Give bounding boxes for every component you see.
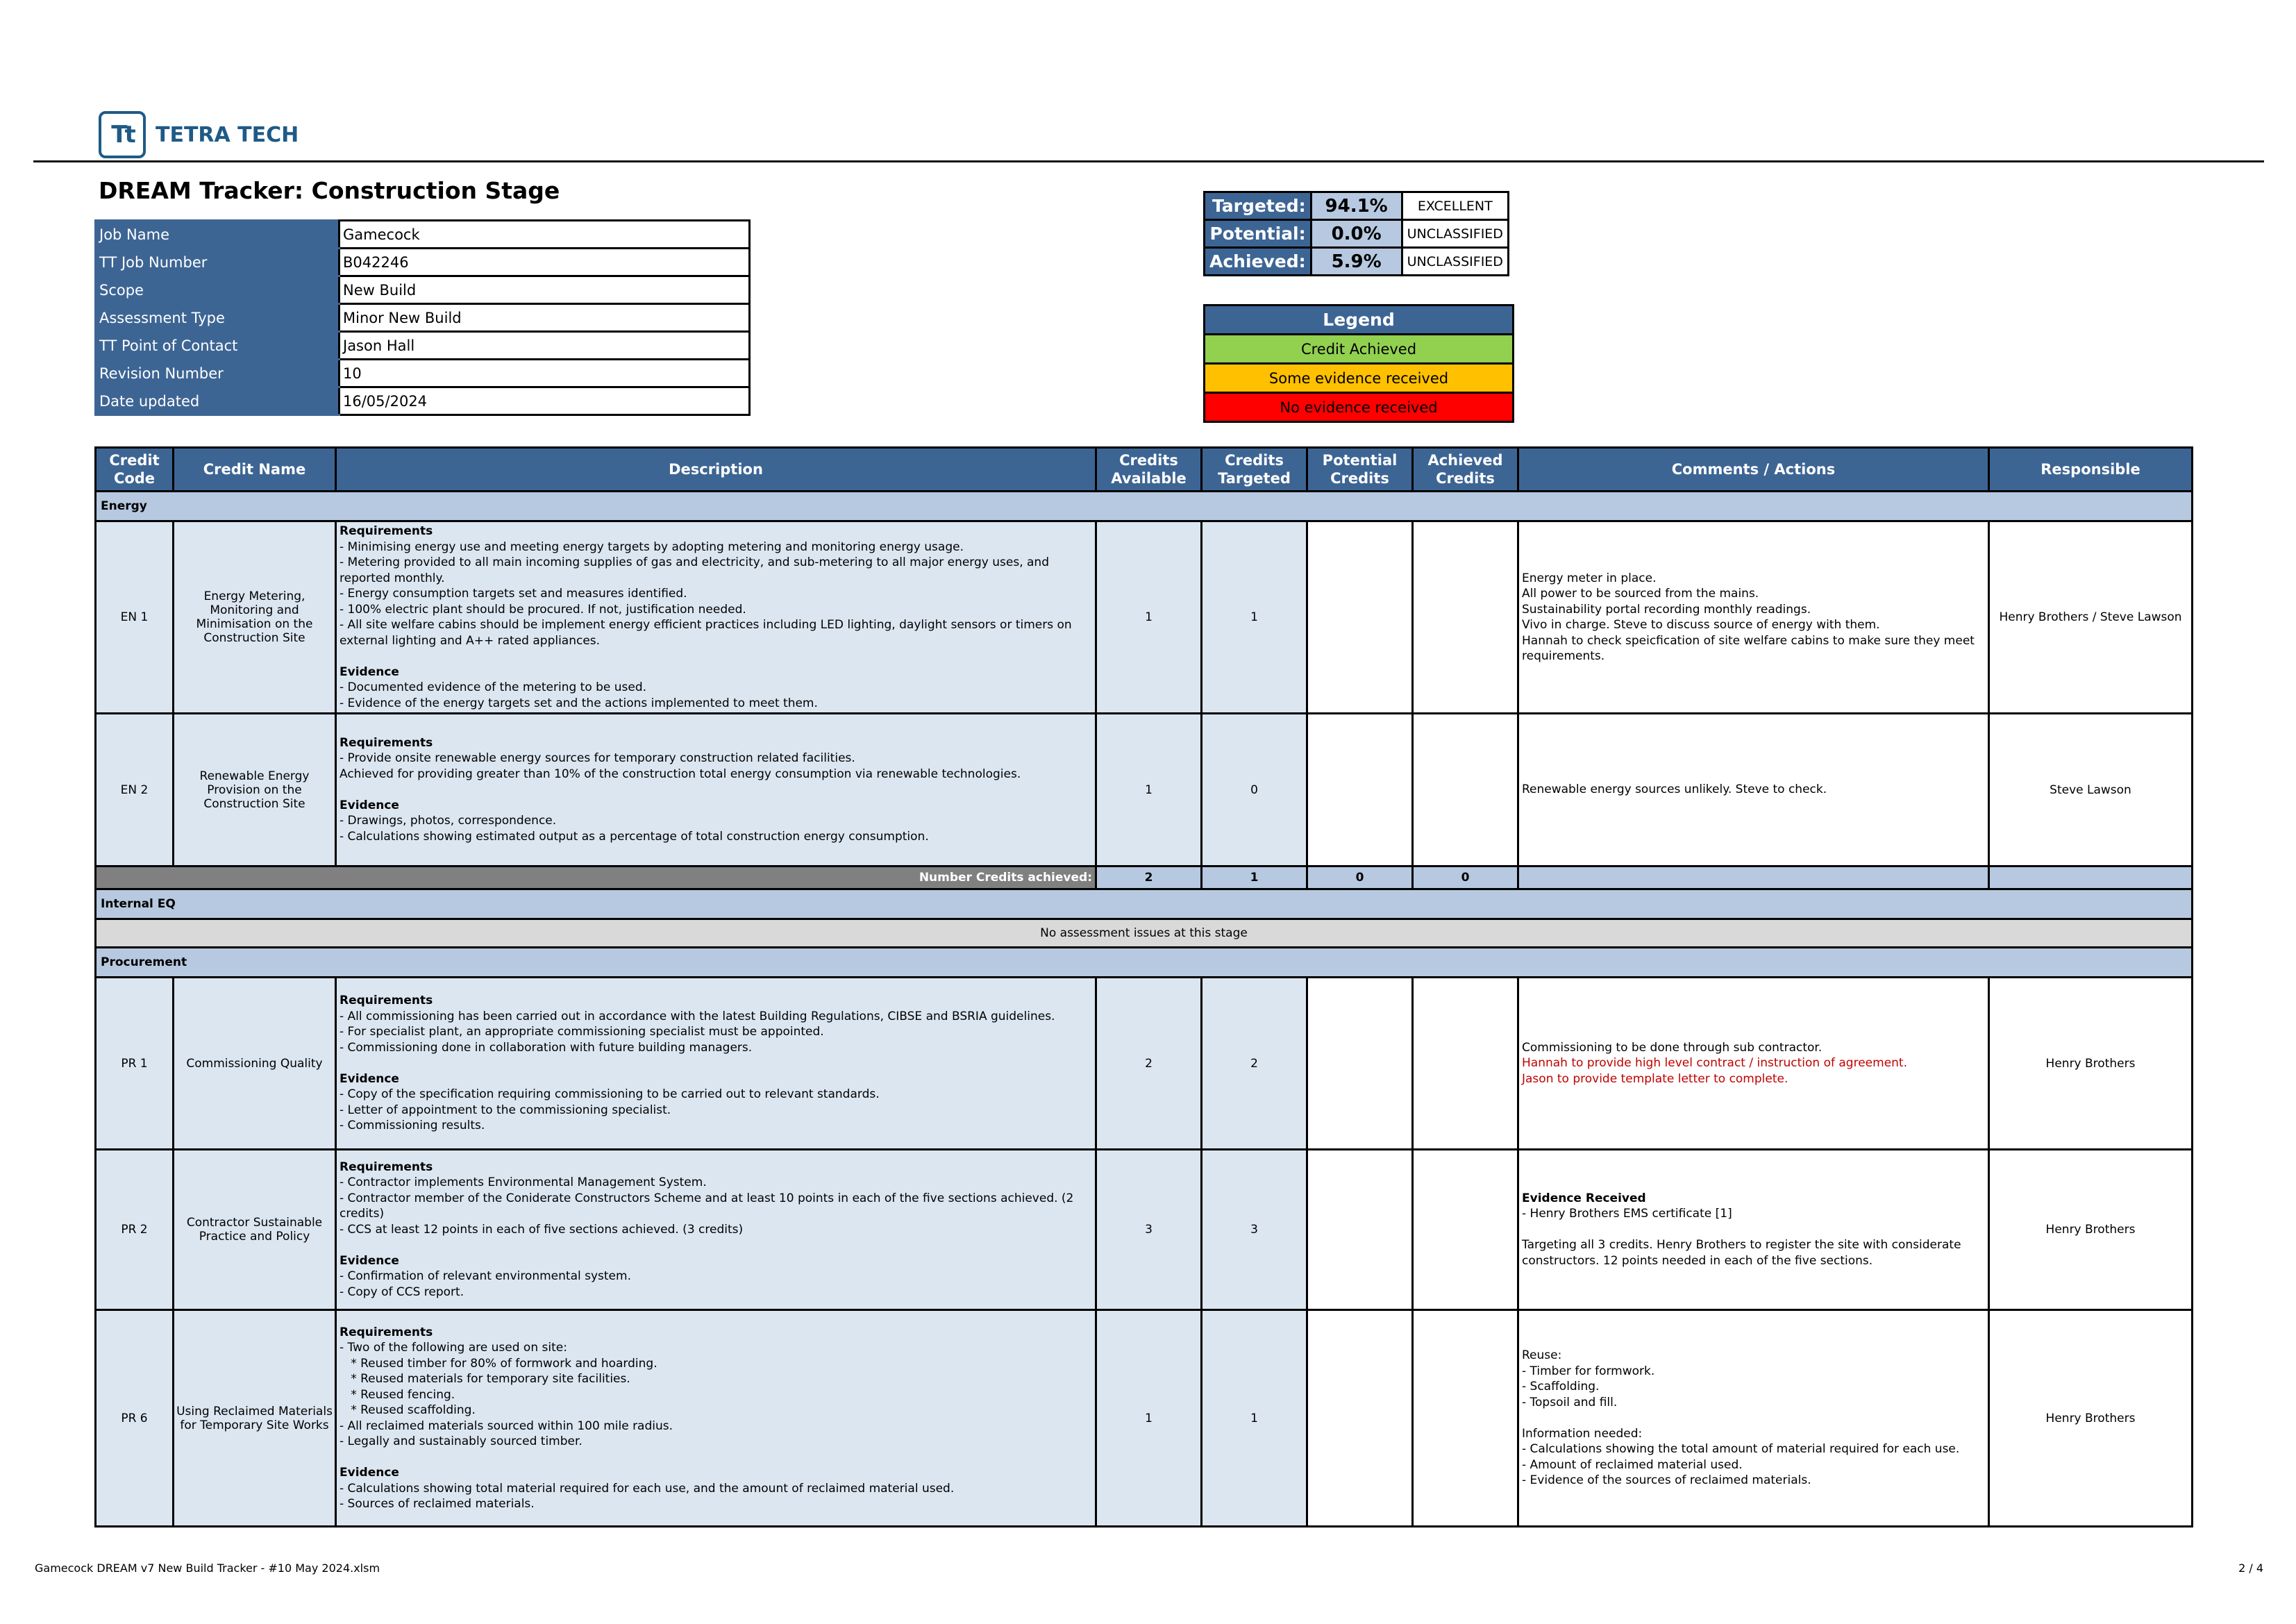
total-potential: 0 [1307, 867, 1413, 889]
info-row [96, 332, 750, 360]
text-heading: Requirements [340, 1160, 433, 1174]
text-heading: Evidence [340, 1466, 399, 1480]
legend-item-achieved: Credit Achieved [1205, 335, 1514, 364]
text-heading: Evidence [340, 1253, 399, 1268]
text-line: - Amount of reclaimed material used. [1522, 1457, 1743, 1472]
score-summary-table [1203, 191, 1509, 276]
text-line [340, 782, 1092, 798]
responsible: Steve Lawson [1989, 714, 2193, 867]
text-line: * Reused timber for 80% of formwork and hoarding. [340, 1356, 657, 1371]
total-available: 2 [1096, 867, 1202, 889]
job-info-table [94, 219, 751, 416]
credit-name: Contractor Sustainable Practice and Policy [174, 1150, 336, 1310]
legend-title: Legend [1205, 305, 1514, 335]
credit-row-en2 [96, 714, 2193, 867]
text-line: - Copy of CCS report. [340, 1284, 464, 1299]
text-line: - Contractor implements Environmental Management System. [340, 1175, 707, 1190]
credits-available: 1 [1096, 1310, 1202, 1527]
section-title: Procurement [96, 948, 2193, 978]
text-line: - All reclaimed materials sourced within 100 mile radius. [340, 1418, 673, 1433]
credit-description [336, 978, 1096, 1150]
info-label: Revision Number [96, 360, 340, 387]
credit-code: EN 2 [96, 714, 174, 867]
credit-code: PR 1 [96, 978, 174, 1150]
potential-credits [1307, 978, 1413, 1150]
text-line: - Calculations showing the total amount of material required for each use. [1522, 1442, 1960, 1457]
col-header-available: Credits Available [1096, 448, 1202, 492]
achieved-credits [1413, 714, 1518, 867]
text-heading: Requirements [340, 524, 433, 538]
text-line: * Reused scaffolding. [340, 1403, 476, 1417]
info-row [96, 387, 750, 415]
credit-code: EN 1 [96, 521, 174, 714]
text-line: - Documented evidence of the metering to be used. [340, 680, 647, 694]
text-line: Commissioning to be done through sub contractor. [1522, 1040, 1822, 1055]
text-line: - Scaffolding. [1522, 1380, 1600, 1394]
text-line [340, 1055, 1092, 1071]
credit-code: PR 2 [96, 1150, 174, 1310]
text-line: * Reused fencing. [340, 1387, 455, 1402]
credit-name: Using Reclaimed Materials for Temporary Site Works [174, 1310, 336, 1527]
text-line: - Henry Brothers EMS certificate [1] [1522, 1207, 1732, 1221]
info-value: 10 [340, 360, 750, 387]
total-comments [1518, 867, 1989, 889]
text-line: - Evidence of the sources of reclaimed materials. [1522, 1473, 1811, 1488]
text-line: * Reused materials for temporary site facilities. [340, 1372, 630, 1386]
text-line: - Two of the following are used on site: [340, 1341, 567, 1355]
achieved-credits [1413, 978, 1518, 1150]
info-label: TT Point of Contact [96, 332, 340, 360]
info-row [96, 249, 750, 276]
comments-actions [1518, 1310, 1989, 1527]
responsible: Henry Brothers [1989, 1150, 2193, 1310]
credit-description [336, 521, 1096, 714]
text-line [340, 648, 1092, 664]
credit-name: Energy Metering, Monitoring and Minimisation on the Construction Site [174, 521, 336, 714]
text-line: Hannah to check speicfication of site welfare cabins to make sure they meet requirements. [1522, 633, 1979, 663]
score-row-achieved [1205, 248, 1509, 276]
info-value: Jason Hall [340, 332, 750, 360]
info-label: Scope [96, 276, 340, 304]
section-title: Internal EQ [96, 889, 2193, 919]
credits-table [94, 446, 2193, 1527]
logo-text: TETRA TECH [156, 122, 299, 147]
legend-table [1203, 304, 1514, 423]
info-row [96, 221, 750, 249]
credits-targeted: 0 [1202, 714, 1307, 867]
col-header-targeted: Credits Targeted [1202, 448, 1307, 492]
total-targeted: 1 [1202, 867, 1307, 889]
text-line: - Commissioning results. [340, 1119, 485, 1133]
total-responsible [1989, 867, 2193, 889]
score-row-potential [1205, 220, 1509, 248]
text-line: - Drawings, photos, correspondence. [340, 814, 557, 828]
logo-mark: Tt [99, 111, 146, 158]
table-header-row [96, 448, 2193, 492]
text-line [340, 1450, 1092, 1466]
info-value: Gamecock [340, 221, 750, 249]
text-line: - All site welfare cabins should be implement energy efficient practices including LED lighting, daylight sensors or timers on external lighting and A++ rated appliances. [340, 618, 1076, 648]
score-percent: 0.0% [1311, 220, 1402, 248]
score-grade: EXCELLENT [1402, 192, 1508, 220]
info-label: Date updated [96, 387, 340, 415]
credit-code: PR 6 [96, 1310, 174, 1527]
text-line: - Calculations showing total material required for each use, and the amount of reclaimed material used. [340, 1481, 955, 1496]
col-header-responsible: Responsible [1989, 448, 2193, 492]
credits-available: 1 [1096, 521, 1202, 714]
text-line: - Timber for formwork. [1522, 1364, 1655, 1378]
text-heading: Evidence Received [1522, 1191, 1646, 1205]
legend-item-no-evidence: No evidence received [1205, 393, 1514, 422]
info-value: New Build [340, 276, 750, 304]
text-line: Vivo in charge. Steve to discuss source of energy with them. [1522, 618, 1880, 632]
legend-item-some-evidence: Some evidence received [1205, 364, 1514, 393]
text-line: - Contractor member of the Coniderate Constructors Scheme and at least 10 points in each of the five sections achieved. (2 credits) [340, 1191, 1078, 1221]
energy-total-row [96, 867, 2193, 889]
score-grade: UNCLASSIFIED [1402, 220, 1508, 248]
credits-targeted: 1 [1202, 521, 1307, 714]
section-title: Energy [96, 492, 2193, 521]
score-label: Targeted: [1205, 192, 1312, 220]
total-label: Number Credits achieved: [96, 867, 1096, 889]
potential-credits [1307, 1310, 1413, 1527]
info-label: Assessment Type [96, 304, 340, 332]
text-line: Information needed: [1522, 1426, 1643, 1441]
total-achieved: 0 [1413, 867, 1518, 889]
info-row [96, 360, 750, 387]
text-line: - Provide onsite renewable energy sources for temporary construction related facilities. [340, 751, 855, 766]
info-value: 16/05/2024 [340, 387, 750, 415]
credits-available: 3 [1096, 1150, 1202, 1310]
credit-row-pr6 [96, 1310, 2193, 1527]
achieved-credits [1413, 1150, 1518, 1310]
responsible: Henry Brothers / Steve Lawson [1989, 521, 2193, 714]
credits-targeted: 1 [1202, 1310, 1307, 1527]
col-header-description: Description [336, 448, 1096, 492]
footer-page-number: 2 / 4 [2238, 1562, 2263, 1575]
text-line: - Metering provided to all main incoming supplies of gas and electricity, and sub-metering to all major energy uses, and reported monthly. [340, 555, 1053, 585]
achieved-credits [1413, 521, 1518, 714]
text-line: Hannah to provide high level contract / instruction of agreement. [1522, 1056, 1907, 1071]
info-row [96, 304, 750, 332]
text-line: - 100% electric plant should be procured. If not, justification needed. [340, 602, 746, 617]
info-value: Minor New Build [340, 304, 750, 332]
info-label: Job Name [96, 221, 340, 249]
text-line: - All commissioning has been carried out in accordance with the latest Building Regulations, CIBSE and BSRIA guidelines. [340, 1009, 1055, 1023]
text-line: - Confirmation of relevant environmental system. [340, 1269, 631, 1284]
text-line [340, 1237, 1092, 1253]
text-line: All power to be sourced from the mains. [1522, 587, 1759, 601]
credit-description [336, 1150, 1096, 1310]
col-header-potential: Potential Credits [1307, 448, 1413, 492]
responsible: Henry Brothers [1989, 978, 2193, 1150]
header-divider [33, 160, 2264, 162]
text-line: Jason to provide template letter to complete. [1522, 1071, 1788, 1086]
text-line: - Copy of the specification requiring commissioning to be carried out to relevant standards. [340, 1087, 880, 1102]
text-heading: Evidence [340, 1071, 399, 1086]
footer-filename: Gamecock DREAM v7 New Build Tracker - #10 May 2024.xlsm [35, 1562, 380, 1575]
text-line [1522, 1410, 1985, 1426]
credit-row-pr2 [96, 1150, 2193, 1310]
comments-actions [1518, 1150, 1989, 1310]
text-heading: Requirements [340, 735, 433, 750]
section-row-internal-eq [96, 889, 2193, 919]
score-row-targeted [1205, 192, 1509, 220]
credits-targeted: 3 [1202, 1150, 1307, 1310]
company-logo [99, 108, 307, 161]
text-line: - Commissioning done in collaboration with future building managers. [340, 1040, 753, 1055]
score-grade: UNCLASSIFIED [1402, 248, 1508, 276]
responsible: Henry Brothers [1989, 1310, 2193, 1527]
text-line: Energy meter in place. [1522, 571, 1657, 585]
potential-credits [1307, 521, 1413, 714]
text-line: Achieved for providing greater than 10% of the construction total energy consumption via renewable technologies. [340, 767, 1021, 781]
text-line: - Calculations showing estimated output as a percentage of total construction energy consumption. [340, 829, 929, 844]
potential-credits [1307, 714, 1413, 867]
text-heading: Requirements [340, 1325, 433, 1339]
credits-available: 2 [1096, 978, 1202, 1150]
comments-actions [1518, 521, 1989, 714]
text-line: - Minimising energy use and meeting energy targets by adopting metering and monitoring energy usage. [340, 539, 964, 554]
text-line: - For specialist plant, an appropriate commissioning specialist must be appointed. [340, 1025, 824, 1039]
text-line: Sustainability portal recording monthly readings. [1522, 602, 1811, 617]
text-line: - CCS at least 12 points in each of five sections achieved. (3 credits) [340, 1222, 744, 1237]
credit-description [336, 1310, 1096, 1527]
col-header-code: Credit Code [96, 448, 174, 492]
text-line: Targeting all 3 credits. Henry Brothers to register the site with considerate constructors. 12 points needed in each of the five sections. [1522, 1238, 1965, 1268]
internal-eq-note-row [96, 919, 2193, 948]
text-heading: Evidence [340, 798, 399, 812]
credit-row-pr1 [96, 978, 2193, 1150]
potential-credits [1307, 1150, 1413, 1310]
text-line: - Sources of reclaimed materials. [340, 1497, 535, 1511]
section-row-procurement [96, 948, 2193, 978]
text-heading: Requirements [340, 994, 433, 1008]
text-line: - Energy consumption targets set and measures identified. [340, 587, 687, 601]
credits-available: 1 [1096, 714, 1202, 867]
credit-name: Commissioning Quality [174, 978, 336, 1150]
credit-row-en1 [96, 521, 2193, 714]
text-line: - Evidence of the energy targets set and the actions implemented to meet them. [340, 696, 818, 710]
col-header-comments: Comments / Actions [1518, 448, 1989, 492]
no-issues-note: No assessment issues at this stage [96, 919, 2193, 948]
comments-actions [1518, 978, 1989, 1150]
info-label: TT Job Number [96, 249, 340, 276]
score-label: Potential: [1205, 220, 1312, 248]
section-row-energy [96, 492, 2193, 521]
score-percent: 5.9% [1311, 248, 1402, 276]
text-line [1522, 1222, 1985, 1238]
info-value: B042246 [340, 249, 750, 276]
col-header-name: Credit Name [174, 448, 336, 492]
credit-name: Renewable Energy Provision on the Construction Site [174, 714, 336, 867]
credits-targeted: 2 [1202, 978, 1307, 1150]
text-heading: Evidence [340, 664, 399, 679]
score-percent: 94.1% [1311, 192, 1402, 220]
comments-actions [1518, 714, 1989, 867]
score-label: Achieved: [1205, 248, 1312, 276]
credit-description [336, 714, 1096, 867]
page-title: DREAM Tracker: Construction Stage [99, 177, 560, 204]
text-line: - Topsoil and fill. [1522, 1395, 1618, 1409]
text-line: - Legally and sustainably sourced timber. [340, 1434, 583, 1448]
col-header-achieved: Achieved Credits [1413, 448, 1518, 492]
achieved-credits [1413, 1310, 1518, 1527]
text-line: - Letter of appointment to the commissioning specialist. [340, 1103, 671, 1117]
text-line: Reuse: [1522, 1348, 1562, 1363]
info-row [96, 276, 750, 304]
text-line: Renewable energy sources unlikely. Steve to check. [1522, 782, 1827, 797]
